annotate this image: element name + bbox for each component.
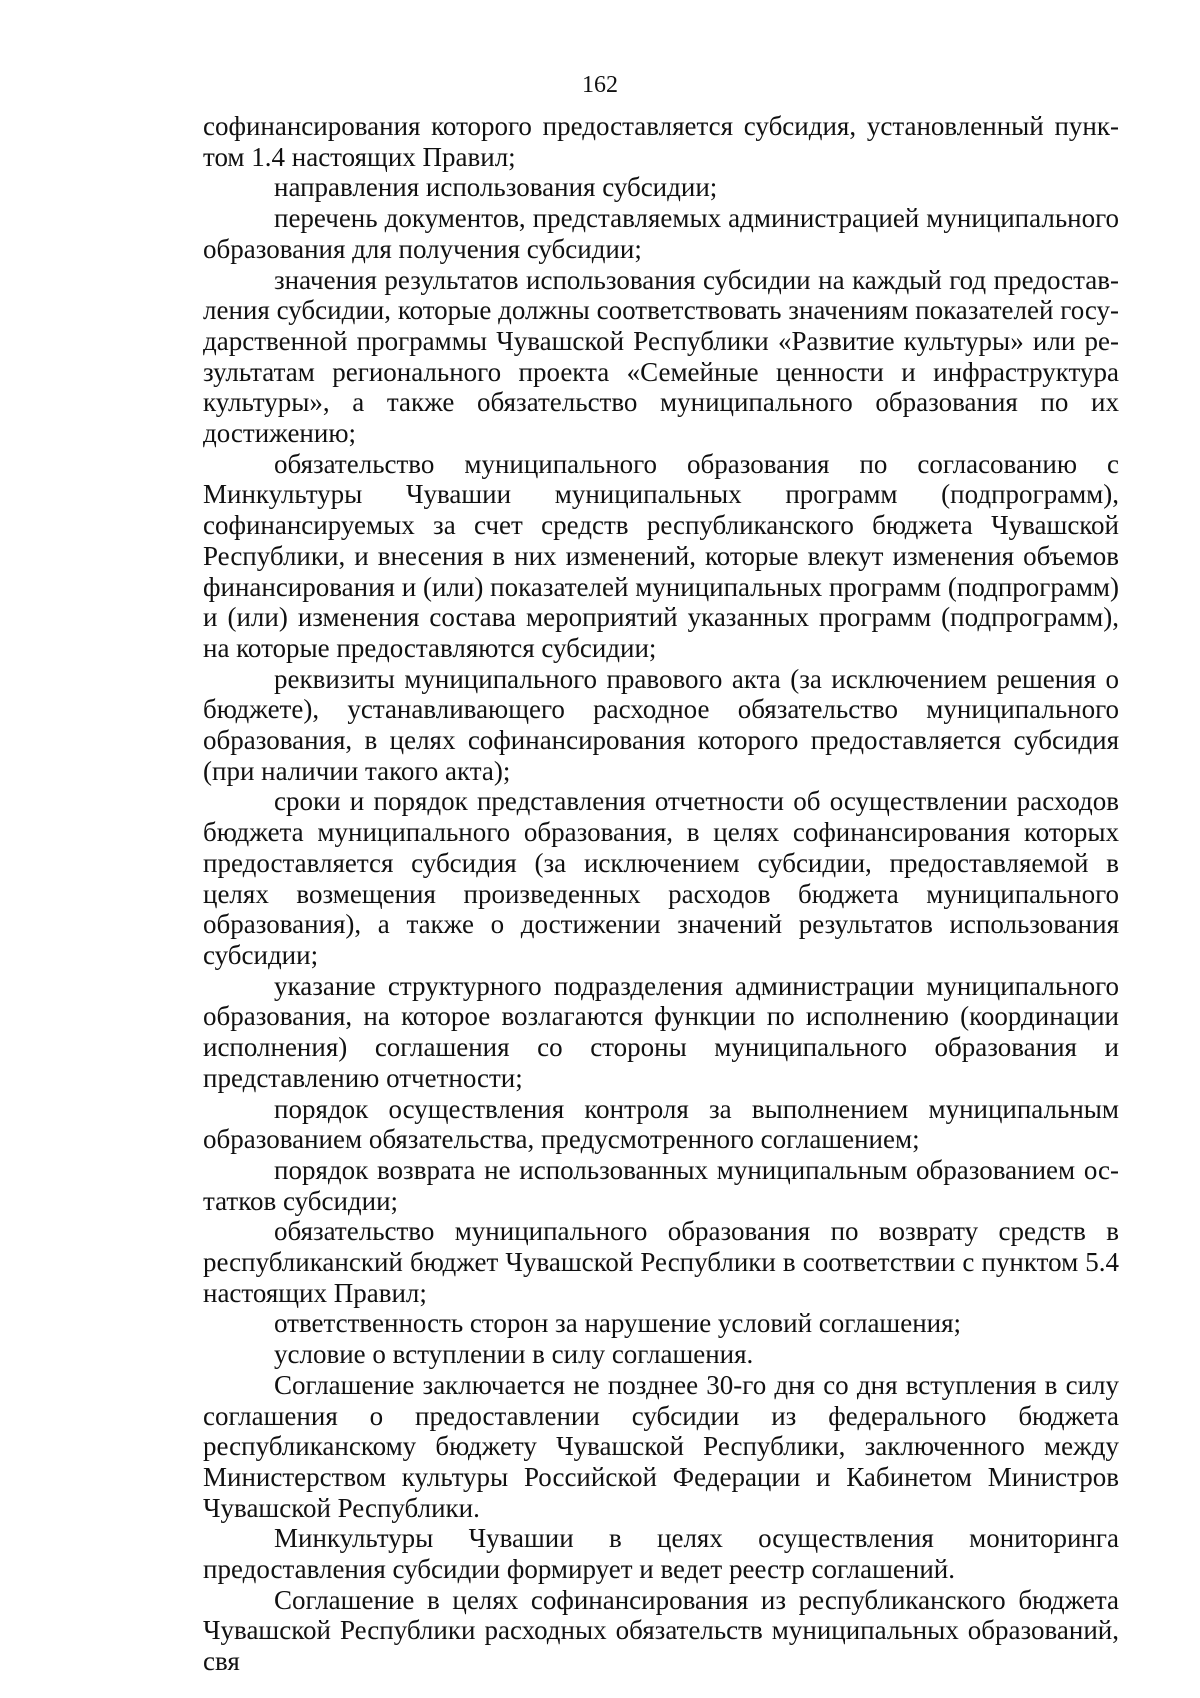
paragraph: условие о вступлении в силу соглашения. <box>274 1339 754 1370</box>
paragraph: значения результатов использования субсидии на каждый год предоставления субсидии, которые должны соответствовать значениям показателей государственной программы Чувашской Республики «Развитие культуры» или результатам регионального проекта «Семейные ценности и инфраструктура культуры», а также обязательство муниципального образования по их достижению; <box>203 264 1119 449</box>
paragraph: Минкультуры Чувашии в целях осуществления мониторинга предоставления субсидии формирует и ведет реестр соглашений. <box>203 1523 1119 1585</box>
paragraph: порядок возврата не использованных муниципальным образованием остатков субсидии; <box>203 1154 1119 1216</box>
paragraph: ответственность сторон за нарушение условий соглашения; <box>274 1308 962 1339</box>
page-number: 162 <box>582 72 618 98</box>
paragraph: сроки и порядок представления отчетности об осуществлении расходов бюджета муниципального образования, в целях софинансирования которых предоставляется субсидия (за исключением субсидии, предоставляемой в целях возмещения произведенных расходов бюджета муниципального образования), а также о достижении значений результатов использования субсидии; <box>203 786 1119 970</box>
paragraph: реквизиты муниципального правового акта (за исключением решения о бюджете), устанавливающего расходное обязательство муниципального образования, в целях софинансирования которого предоставляется субсидия (при наличии такого акта); <box>203 663 1119 786</box>
paragraph: перечень документов, представляемых администрацией муниципального образования для получения субсидии; <box>203 203 1119 264</box>
document-body <box>203 111 1119 1677</box>
paragraph: Соглашение в целях софинансирования из республиканского бюджета Чувашской Республики расходных обязательств муниципальных образований, свя <box>203 1584 1119 1677</box>
paragraph: обязательство муниципального образования по согласованию с Минкультуры Чувашии муниципальных программ (подпрограмм), софинансируемых за счет средств республиканского бюджета Чувашской Республики, и внесения в них изменений, которые влекут изменения объемов финансирования и (или) показателей муниципальных программ (подпрограмм) и (или) изменения состава мероприятий указанных программ (подпрограмм), на которые предоставляются субсидии; <box>203 448 1119 663</box>
paragraph: направления использования субсидии; <box>274 172 718 203</box>
paragraph: указание структурного подразделения администрации муниципального образования, на которое возлагаются функции по исполнению (координации исполнения) соглашения со стороны муниципального образования и представлению отчетности; <box>203 970 1119 1093</box>
paragraph: обязательство муниципального образования по возврату средств в республиканский бюджет Чувашской Республики в соответствии с пунктом 5.4 настоящих Правил; <box>203 1216 1119 1308</box>
paragraph: порядок осуществления контроля за выполнением муниципальным образованием обязательства, предусмотренного соглашением; <box>203 1093 1119 1155</box>
paragraph: Соглашение заключается не позднее 30-го дня со дня вступления в силу соглашения о предоставлении субсидии из федерального бюджета республиканскому бюджету Чувашской Республики, заключенного между Министерством культуры Российской Федерации и Кабинетом Министров Чувашской Республики. <box>203 1369 1119 1523</box>
paragraph-continuation: софинансирования которого предоставляется субсидия, установленный пунктом 1.4 настоящих Правил; <box>203 111 1119 172</box>
